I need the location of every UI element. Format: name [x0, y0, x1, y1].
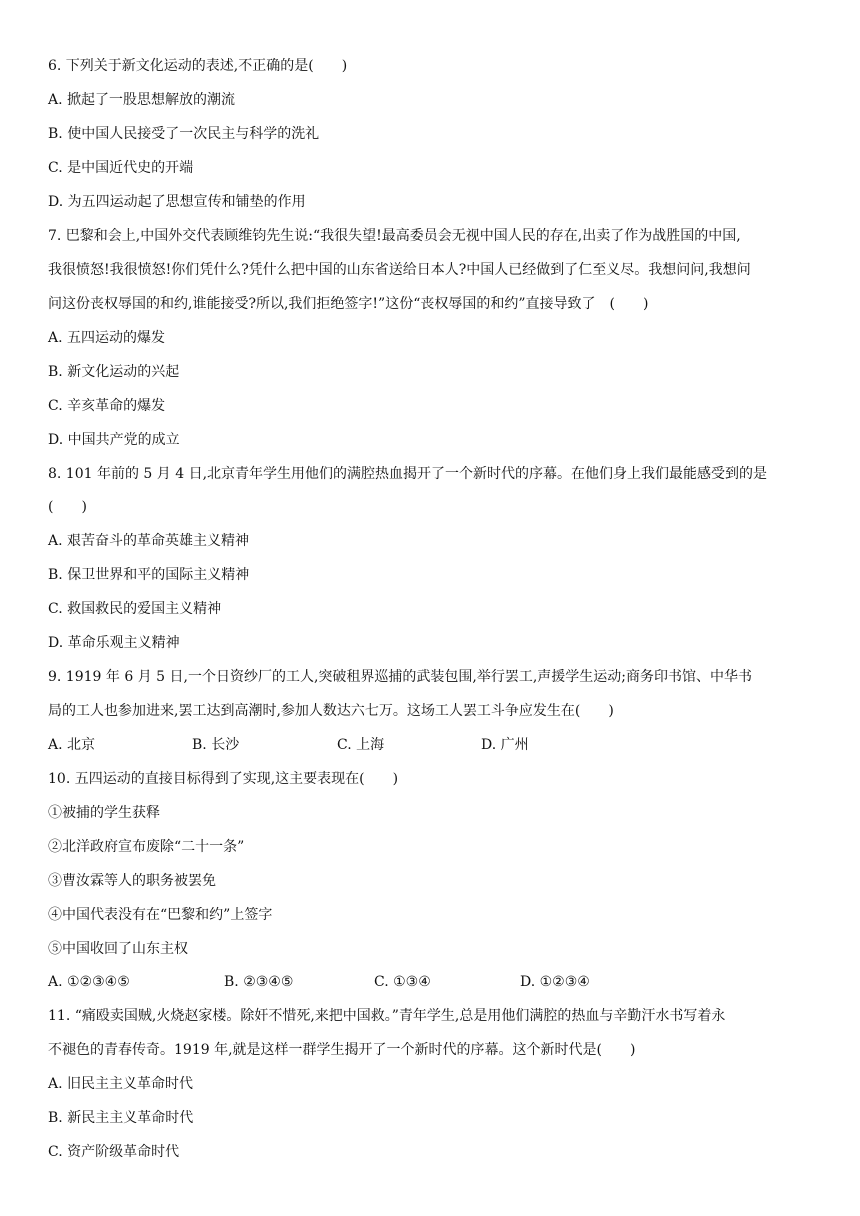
question-11-option-c: C. 资产阶级革命时代	[48, 1144, 180, 1160]
question-7-stem-line-1: 7. 巴黎和会上,中国外交代表顾维钧先生说:“我很失望!最高委员会无视中国人民的存在,出卖了作为战胜国的中国,	[48, 228, 741, 244]
question-8-stem-line-1: 8. 101 年前的 5 月 4 日,北京青年学生用他们的满腔热血揭开了一个新时代的序幕。在他们身上我们最能感受到的是	[48, 466, 768, 482]
question-10-item-3: ③曹汝霖等人的职务被罢免	[48, 873, 216, 889]
question-10-item-1: ①被捕的学生获释	[48, 805, 160, 821]
question-9-stem-line-2: 局的工人也参加进来,罢工达到高潮时,参加人数达六七万。这场工人罢工斗争应发生在( )	[48, 703, 614, 719]
question-10-option-d: D. ①②③④	[520, 974, 590, 990]
question-6-stem: 6. 下列关于新文化运动的表述,不正确的是( )	[48, 58, 348, 74]
question-8-option-a: A. 艰苦奋斗的革命英雄主义精神	[48, 533, 250, 549]
question-7-option-b: B. 新文化运动的兴起	[48, 364, 180, 380]
question-8-stem-line-2: ( )	[48, 499, 87, 515]
question-9-option-c: C. 上海	[337, 737, 385, 753]
question-9-option-a: A. 北京	[48, 737, 96, 753]
question-11-stem-line-1: 11. “痛殴卖国贼,火烧赵家楼。除奸不惜死,来把中国救。”青年学生,总是用他们满腔的热血与辛勤汗水书写着永	[48, 1008, 726, 1024]
question-9-option-d: D. 广州	[481, 737, 529, 753]
question-10-item-5: ⑤中国收回了山东主权	[48, 941, 188, 957]
question-10-stem: 10. 五四运动的直接目标得到了实现,这主要表现在( )	[48, 771, 399, 787]
question-7-option-d: D. 中国共产党的成立	[48, 432, 180, 448]
question-10-item-2: ②北洋政府宣布废除“二十一条”	[48, 839, 245, 855]
question-11-option-a: A. 旧民主主义革命时代	[48, 1076, 194, 1092]
question-6-option-d: D. 为五四运动起了思想宣传和铺垫的作用	[48, 194, 306, 210]
question-8-option-c: C. 救国救民的爱国主义精神	[48, 601, 222, 617]
question-11-stem-line-2: 不褪色的青春传奇。1919 年,就是这样一群学生揭开了一个新时代的序幕。这个新时代是( )	[48, 1042, 636, 1058]
question-11-option-b: B. 新民主主义革命时代	[48, 1110, 194, 1126]
question-7-stem-line-2: 我很愤怒!我很愤怒!你们凭什么?凭什么把中国的山东省送给日本人?中国人已经做到了仁至义尽。我想问问,我想问	[48, 262, 751, 278]
question-8-option-d: D. 革命乐观主义精神	[48, 635, 180, 651]
question-10-option-b: B. ②③④⑤	[224, 974, 294, 990]
question-10-option-a: A. ①②③④⑤	[48, 974, 130, 990]
question-9-option-b: B. 长沙	[192, 737, 240, 753]
question-10-item-4: ④中国代表没有在“巴黎和约”上签字	[48, 907, 273, 923]
question-7-option-a: A. 五四运动的爆发	[48, 330, 166, 346]
question-7-option-c: C. 辛亥革命的爆发	[48, 398, 166, 414]
question-6-option-a: A. 掀起了一股思想解放的潮流	[48, 92, 236, 108]
question-6-option-c: C. 是中国近代史的开端	[48, 160, 194, 176]
question-8-option-b: B. 保卫世界和平的国际主义精神	[48, 567, 250, 583]
question-7-stem-line-3: 问这份丧权辱国的和约,谁能接受?所以,我们拒绝签字!”这份“丧权辱国的和约”直接导致了 ( )	[48, 296, 649, 312]
question-10-options-row	[48, 972, 818, 992]
question-6-option-b: B. 使中国人民接受了一次民主与科学的洗礼	[48, 126, 320, 142]
question-9-stem-line-1: 9. 1919 年 6 月 5 日,一个日资纱厂的工人,突破租界巡捕的武装包围,举行罢工,声援学生运动;商务印书馆、中华书	[48, 669, 753, 685]
question-10-option-c: C. ①③④	[374, 974, 431, 990]
question-9-options-row	[48, 735, 818, 755]
